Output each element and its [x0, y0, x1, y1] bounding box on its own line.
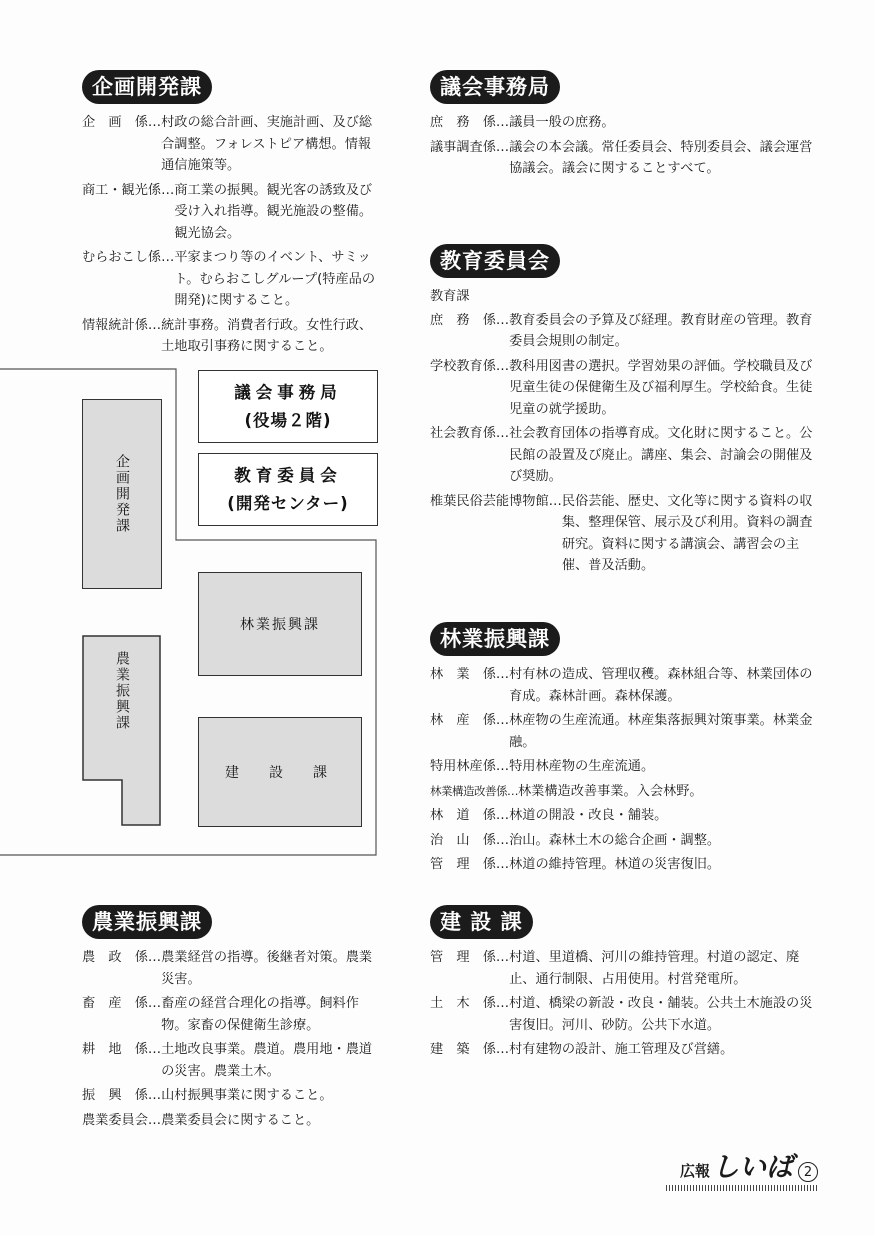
heading-kensetsu: 建 設 課	[430, 905, 533, 939]
row-label: 管 理 係…	[430, 950, 510, 965]
section-nogyo	[82, 905, 382, 1134]
row-label: 情報統計係…	[82, 317, 162, 333]
row-label: 土 木 係…	[430, 996, 510, 1011]
row-text: 統計事務。消費者行政。女性行政、土地取引事務に関すること。	[161, 317, 373, 354]
row-text: 社会教育団体の指導育成。文化財に関すること。公民館の設置及び廃止。講座、集会、討論会の開催及び奨励。	[509, 426, 813, 484]
row-text: 林道の維持管理。林道の災害復旧。	[509, 857, 721, 872]
row-label: 農業委員会…	[82, 1112, 162, 1128]
row-label: 管 理 係…	[430, 857, 510, 872]
map-label-nogyo: 農業振興課	[114, 651, 130, 731]
heading-gikai: 議会事務局	[430, 70, 560, 104]
footer-kouhou: 広報	[679, 1162, 710, 1180]
row-kensetsu-0	[430, 947, 822, 990]
row-kensetsu-2	[430, 1039, 822, 1061]
row-label: 庶 務 係…	[430, 115, 510, 130]
row-text: 特用林産物の生産流通。	[509, 759, 655, 774]
map-label-kensetsu: 建 設 課	[225, 765, 335, 781]
footer	[666, 1153, 818, 1191]
row-label: 庶 務 係…	[430, 312, 510, 328]
map-label-kyoiku-line1: 教育委員会	[234, 465, 342, 485]
row-nogyo-1	[82, 993, 382, 1036]
map-room-kikaku	[82, 399, 162, 589]
row-label: むらおこし係…	[82, 250, 175, 265]
row-text: 林道の開設・改良・舗装。	[509, 808, 668, 823]
row-text: 議員一般の庶務。	[509, 115, 615, 130]
row-ringyo-3	[430, 781, 822, 803]
row-kyoiku-1	[430, 356, 822, 421]
footer-stripe	[666, 1185, 818, 1191]
row-nogyo-4	[82, 1110, 382, 1132]
row-kikaku-1	[82, 180, 382, 245]
row-kyoiku-3	[430, 491, 822, 577]
section-kyoiku	[430, 244, 822, 580]
row-text: 治山。森林土木の総合企画・調整。	[509, 832, 721, 848]
map-label-nogyo-wrap	[100, 651, 144, 731]
row-text: 村道、里道橋、河川の維持管理。村道の認定、廃止、通行制限、占用使用。村営発電所。	[509, 950, 800, 987]
map-label-kyoiku-line2: (開発センター)	[227, 493, 349, 513]
row-text: 民俗芸能、歴史、文化等に関する資料の収集、整理保管、展示及び利用。資料の調査研究。資料に関する講演会、講習会の主催、普及活動。	[561, 493, 813, 573]
row-text: 村有林の造成、管理収穫。森林組合等、林業団体の育成。森林計画。森林保護。	[509, 667, 813, 704]
heading-kyoiku: 教育委員会	[430, 244, 560, 278]
rows-kyoiku	[430, 286, 822, 577]
row-text: 山村振興事業に関すること。	[161, 1088, 333, 1103]
row-label: 林 道 係…	[430, 808, 510, 823]
row-label: 議事調査係…	[430, 139, 510, 155]
row-ringyo-1	[430, 710, 822, 753]
row-text: 商工業の振興。観光客の誘致及び受け入れ指導。観光施設の整備。観光協会。	[174, 182, 373, 241]
map-label-gikai-line2: (役場２階)	[244, 410, 332, 430]
page-number: 2	[798, 1162, 818, 1182]
row-label: 学校教育係…	[430, 358, 510, 374]
row-nogyo-0	[82, 947, 382, 990]
row-text: 教科用図書の選択。学習効果の評価。学校職員及び児童生徒の保健衛生及び福利厚生。学校給食。生徒児童の就学援助。	[509, 358, 813, 417]
row-text: 土地改良事業。農道。農用地・農道の災害。農業土木。	[161, 1042, 373, 1079]
row-label: 特用林産係…	[430, 759, 510, 774]
row-text: 農業委員会に関すること。	[161, 1112, 320, 1128]
row-ringyo-0	[430, 664, 822, 707]
row-text: 農業経営の指導。後継者対策。農業災害。	[161, 950, 373, 987]
row-text: 畜産の経営合理化の指導。飼料作物。家畜の保健衛生診療。	[161, 996, 359, 1033]
map-room-kensetsu	[198, 717, 362, 827]
map-room-kyoiku	[198, 453, 378, 526]
rows-kensetsu	[430, 947, 822, 1061]
row-text: 村道、橋梁の新設・改良・舗装。公共土木施設の災害復旧。河川、砂防。公共下水道。	[509, 996, 813, 1033]
row-label: 椎葉民俗芸能博物館…	[430, 493, 562, 509]
row-gikai-1	[430, 137, 820, 180]
section-ringyo	[430, 622, 822, 879]
row-label: 畜 産 係…	[82, 996, 162, 1011]
row-label: 商工・観光係…	[82, 182, 175, 198]
row-ringyo-5	[430, 830, 822, 852]
rows-ringyo	[430, 664, 822, 876]
section-kikaku	[82, 70, 382, 361]
heading-ringyo: 林業振興課	[430, 622, 560, 656]
section-gikai	[430, 70, 820, 183]
row-kikaku-3	[82, 315, 382, 358]
row-label: 企 画 係…	[82, 115, 162, 130]
row-text: 林産物の生産流通。林産集落振興対策事業。林業金融。	[509, 713, 813, 750]
row-kikaku-2	[82, 247, 382, 312]
heading-kikaku: 企画開発課	[82, 70, 212, 104]
rows-kikaku	[82, 112, 382, 358]
row-kyoiku-2	[430, 423, 822, 488]
row-label: 社会教育係…	[430, 426, 510, 441]
row-text: 教育委員会の予算及び経理。教育財産の管理。教育委員会規則の制定。	[509, 312, 813, 349]
row-kensetsu-1	[430, 993, 822, 1036]
row-label: 振 興 係…	[82, 1088, 162, 1103]
row-kyoiku-0	[430, 310, 822, 353]
row-text: 村有建物の設計、施工管理及び営繕。	[509, 1042, 734, 1057]
row-gikai-0	[430, 112, 820, 134]
row-label: 耕 地 係…	[82, 1042, 162, 1057]
row-label: 林 産 係…	[430, 713, 510, 728]
heading-nogyo: 農業振興課	[82, 905, 212, 939]
row-label: 林 業 係…	[430, 667, 510, 682]
map-label-ringyo: 林業振興課	[240, 617, 320, 633]
row-ringyo-6	[430, 854, 822, 876]
row-label: 治 山 係…	[430, 832, 510, 848]
row-ringyo-2	[430, 756, 822, 778]
floor-map	[0, 365, 380, 860]
row-ringyo-4	[430, 805, 822, 827]
row-text: 議会の本会議。常任委員会、特別委員会、議会運営協議会。議会に関することすべて。	[509, 139, 813, 176]
row-text: 林業構造改善事業。入会林野。	[518, 783, 703, 799]
map-label-kikaku: 企画開発課	[114, 454, 130, 534]
row-text: 村政の総合計画、実施計画、及び総合調整。フォレストピア構想。情報通信施策等。	[161, 115, 373, 173]
row-text: 平家まつり等のイベント、サミット。むらおこしグループ(特産品の開発)に関すること。	[174, 250, 376, 308]
row-label: 建 築 係…	[430, 1042, 510, 1057]
map-room-gikai	[198, 370, 378, 443]
section-kensetsu	[430, 905, 822, 1064]
rows-gikai	[430, 112, 820, 180]
row-nogyo-3	[82, 1085, 382, 1107]
rows-nogyo	[82, 947, 382, 1131]
sub-heading-kyoikuka: 教育課	[430, 289, 470, 304]
row-kikaku-0	[82, 112, 382, 177]
map-room-ringyo	[198, 572, 362, 676]
footer-shiiba: しいば	[712, 1152, 793, 1183]
map-label-gikai-line1: 議会事務局	[234, 382, 342, 402]
row-nogyo-2	[82, 1039, 382, 1082]
row-label: 林業構造改善係…	[430, 783, 518, 798]
footer-brand	[666, 1153, 818, 1183]
row-label: 農 政 係…	[82, 950, 162, 965]
